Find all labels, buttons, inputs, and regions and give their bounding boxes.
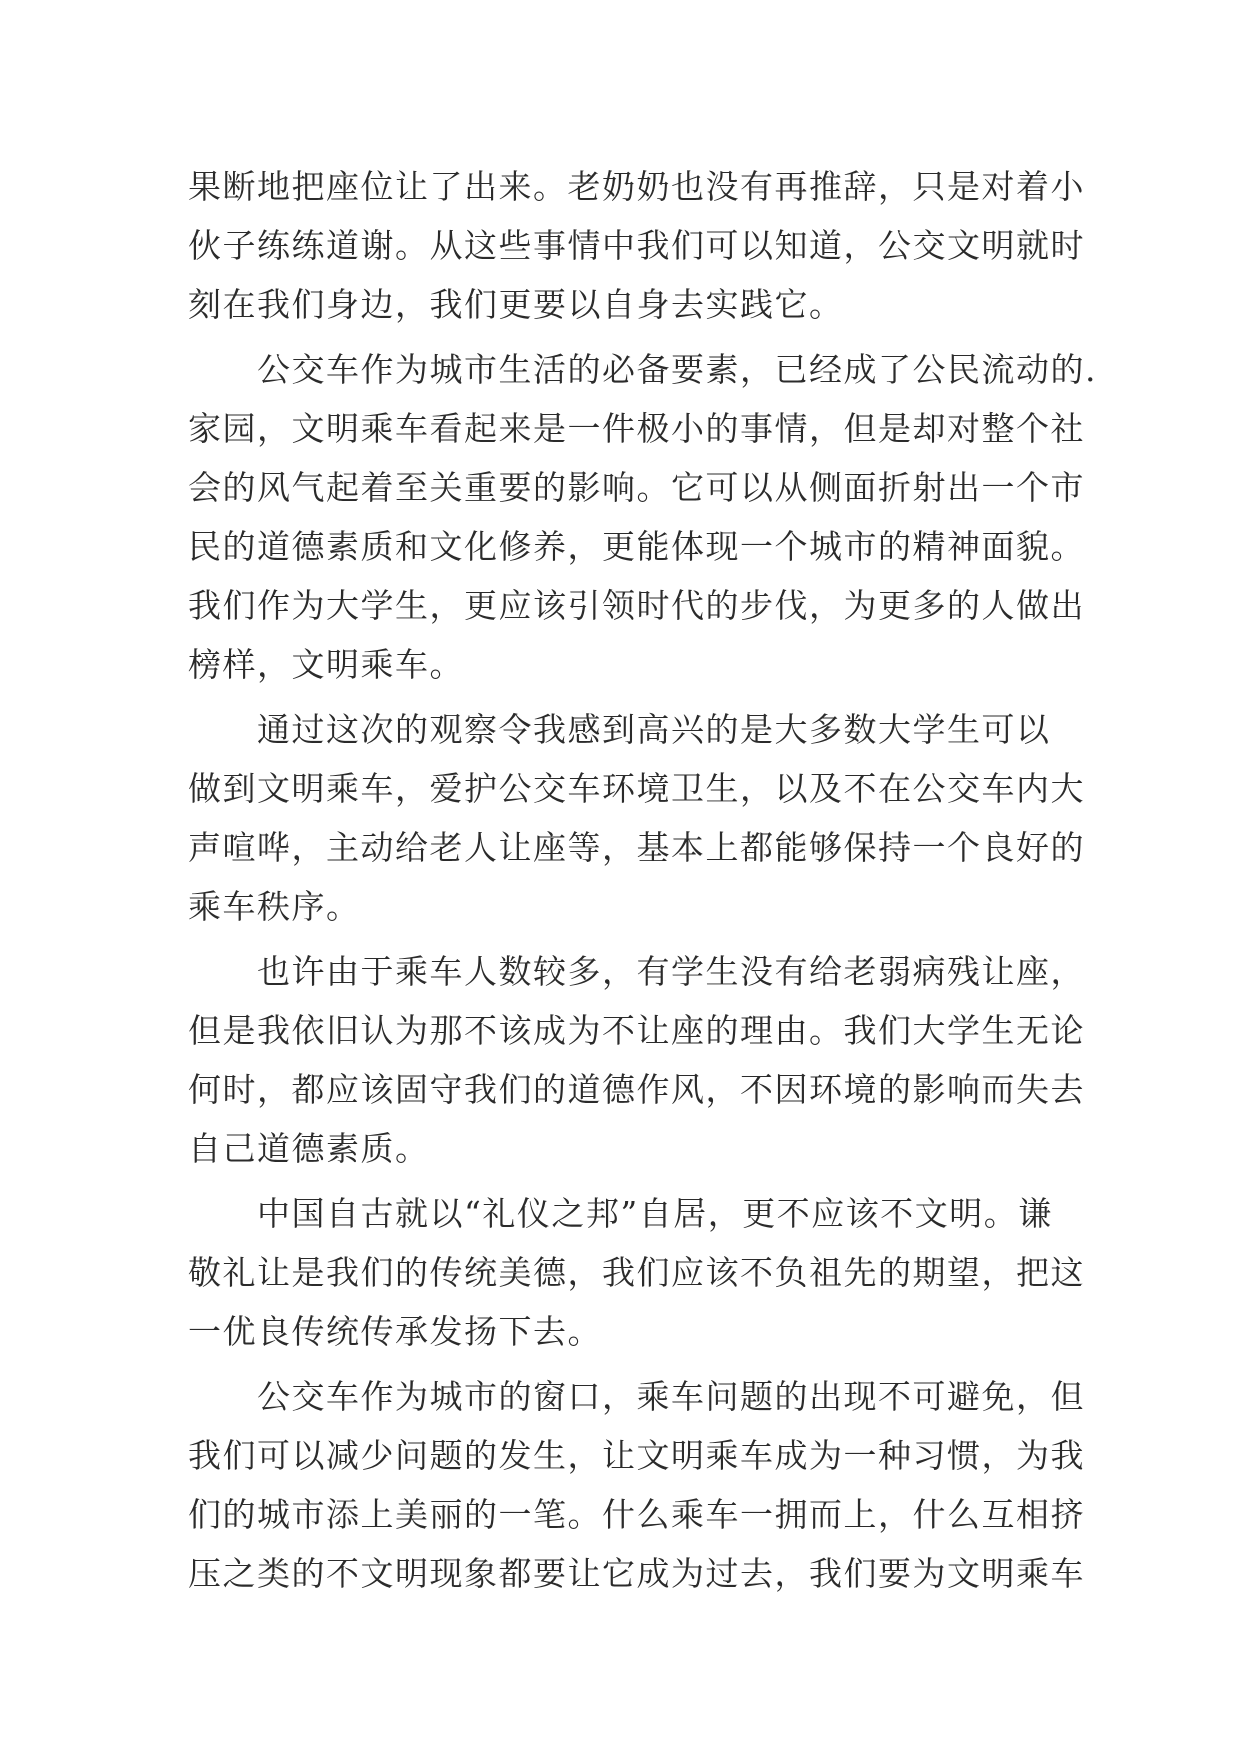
paragraph <box>188 942 1085 1178</box>
text-line: 敬礼让是我们的传统美德，我们应该不负祖先的期望，把这 <box>188 1253 1085 1292</box>
text-line: 我们作为大学生，更应该引领时代的步伐，为更多的人做出 <box>188 586 1085 625</box>
text-line: 乘车秩序。 <box>188 887 361 926</box>
text-line: 做到文明乘车，爱护公交车环境卫生，以及不在公交车内大 <box>188 769 1085 808</box>
document-body <box>188 157 1097 1603</box>
text-line: 刻在我们身边，我们更要以自身去实践它。 <box>188 285 844 324</box>
text-line: 自己道德素质。 <box>188 1129 430 1168</box>
text-line: 们的城市添上美丽的一笔。什么乘车一拥而上，什么互相挤 <box>188 1495 1085 1534</box>
text-line: 声喧哗，主动给老人让座等，基本上都能够保持一个良好的 <box>188 828 1085 867</box>
paragraph <box>188 157 1085 334</box>
text-line: 榜样，文明乘车。 <box>188 645 464 684</box>
text-line: 家园，文明乘车看起来是一件极小的事情，但是却对整个社 <box>188 409 1085 448</box>
text-line: 但是我依旧认为那不该成为不让座的理由。我们大学生无论 <box>188 1011 1085 1050</box>
paragraph <box>188 1184 1085 1361</box>
text-line: 何时，都应该固守我们的道德作风，不因环境的影响而失去 <box>188 1070 1085 1109</box>
text-line: 会的风气起着至关重要的影响。它可以从侧面折射出一个市 <box>188 468 1085 507</box>
text-line: 一优良传统传承发扬下去。 <box>188 1312 602 1351</box>
text-line: 压之类的不文明现象都要让它成为过去，我们要为文明乘车 <box>188 1554 1085 1593</box>
paragraph <box>188 1367 1085 1603</box>
text-line: 也许由于乘车人数较多，有学生没有给老弱病残让座， <box>188 952 1085 991</box>
text-line: 公交车作为城市的窗口，乘车问题的出现不可避免，但 <box>188 1377 1085 1416</box>
paragraph <box>188 340 1097 694</box>
text-line: 民的道德素质和文化修养，更能体现一个城市的精神面貌。 <box>188 527 1085 566</box>
text-line: 公交车作为城市生活的必备要素，已经成了公民流动的. <box>188 350 1097 389</box>
text-line: 我们可以减少问题的发生，让文明乘车成为一种习惯，为我 <box>188 1436 1085 1475</box>
text-line: 通过这次的观察令我感到高兴的是大多数大学生可以 <box>188 710 1051 749</box>
text-line: 伙子练练道谢。从这些事情中我们可以知道，公交文明就时 <box>188 226 1085 265</box>
text-line: 果断地把座位让了出来。老奶奶也没有再推辞，只是对着小 <box>188 167 1085 206</box>
paragraph <box>188 700 1085 936</box>
text-line: 中国自古就以“礼仪之邦”自居，更不应该不文明。谦 <box>188 1194 1053 1233</box>
